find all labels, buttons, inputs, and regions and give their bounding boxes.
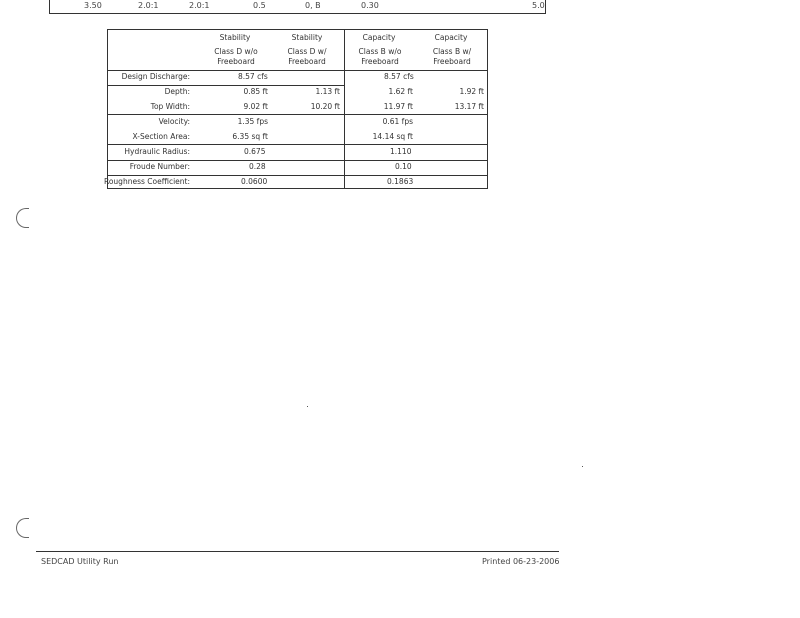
- row-label: X-Section Area:: [132, 132, 190, 141]
- column-header-subtitle: Class B w/ Freeboard: [432, 47, 472, 66]
- table-cell: 0.28: [249, 162, 266, 171]
- row-divider: [108, 175, 487, 176]
- table-cell: 0.85 ft: [243, 87, 268, 96]
- punch-hole-mark: [16, 208, 29, 228]
- column-header-title: Stability: [291, 33, 323, 42]
- column-divider: [344, 30, 345, 188]
- table-cell: 10.20 ft: [310, 102, 340, 111]
- column-header-subtitle: Class D w/ Freeboard: [287, 47, 327, 66]
- punch-hole-mark: [16, 518, 29, 538]
- table-cell: 0.1863: [387, 177, 414, 186]
- header-divider: [108, 70, 487, 71]
- top-cell-1: 3.50: [84, 1, 102, 10]
- table-cell: 14.14 sq ft: [372, 132, 413, 141]
- top-cell-7: 5.0: [532, 1, 545, 10]
- table-cell: 0.61 fps: [382, 117, 413, 126]
- table-cell: 8.57 cfs: [238, 72, 268, 81]
- top-cell-3: 2.0:1: [189, 1, 210, 10]
- top-cell-2: 2.0:1: [138, 1, 159, 10]
- footer-left-text: SEDCAD Utility Run: [41, 557, 119, 566]
- table-cell: 0.10: [395, 162, 412, 171]
- table-cell: 1.92 ft: [459, 87, 484, 96]
- column-header-title: Capacity: [362, 33, 396, 42]
- channel-results-table: [103, 29, 488, 189]
- top-cell-5: 0, B: [305, 1, 321, 10]
- row-divider: [108, 85, 344, 86]
- column-header-title: Stability: [219, 33, 251, 42]
- row-label: Depth:: [164, 87, 190, 96]
- table-cell: 13.17 ft: [454, 102, 484, 111]
- table-cell: 1.13 ft: [315, 87, 340, 96]
- scan-speck: [582, 466, 583, 467]
- footer-right-text: Printed 06-23-2006: [482, 557, 560, 566]
- column-header-title: Capacity: [434, 33, 468, 42]
- row-divider: [108, 114, 487, 115]
- row-label: Hydraulic Radius:: [124, 147, 190, 156]
- scan-speck: [307, 406, 308, 407]
- table-cell: 1.110: [390, 147, 412, 156]
- table-cell: 1.35 fps: [237, 117, 268, 126]
- column-header-subtitle: Class D w/o Freeboard: [214, 47, 258, 66]
- table-cell: 11.97 ft: [383, 102, 413, 111]
- row-divider: [108, 144, 487, 145]
- row-label: Design Discharge:: [121, 72, 190, 81]
- table-cell: 8.57 cfs: [384, 72, 414, 81]
- row-label: Velocity:: [158, 117, 190, 126]
- top-cell-4: 0.5: [253, 1, 266, 10]
- row-label: Top Width:: [150, 102, 190, 111]
- table-cell: 6.35 sq ft: [232, 132, 268, 141]
- footer-rule: [36, 551, 559, 552]
- top-cell-6: 0.30: [361, 1, 379, 10]
- table-cell: 0.0600: [241, 177, 268, 186]
- table-cell: 1.62 ft: [388, 87, 413, 96]
- row-label: Roughness Coefficient:: [103, 177, 190, 186]
- row-divider: [108, 160, 487, 161]
- previous-table-strip: [49, 0, 546, 14]
- table-cell: 9.02 ft: [243, 102, 268, 111]
- row-label: Froude Number:: [129, 162, 190, 171]
- column-header-subtitle: Class B w/o Freeboard: [358, 47, 402, 66]
- table-cell: 0.675: [244, 147, 266, 156]
